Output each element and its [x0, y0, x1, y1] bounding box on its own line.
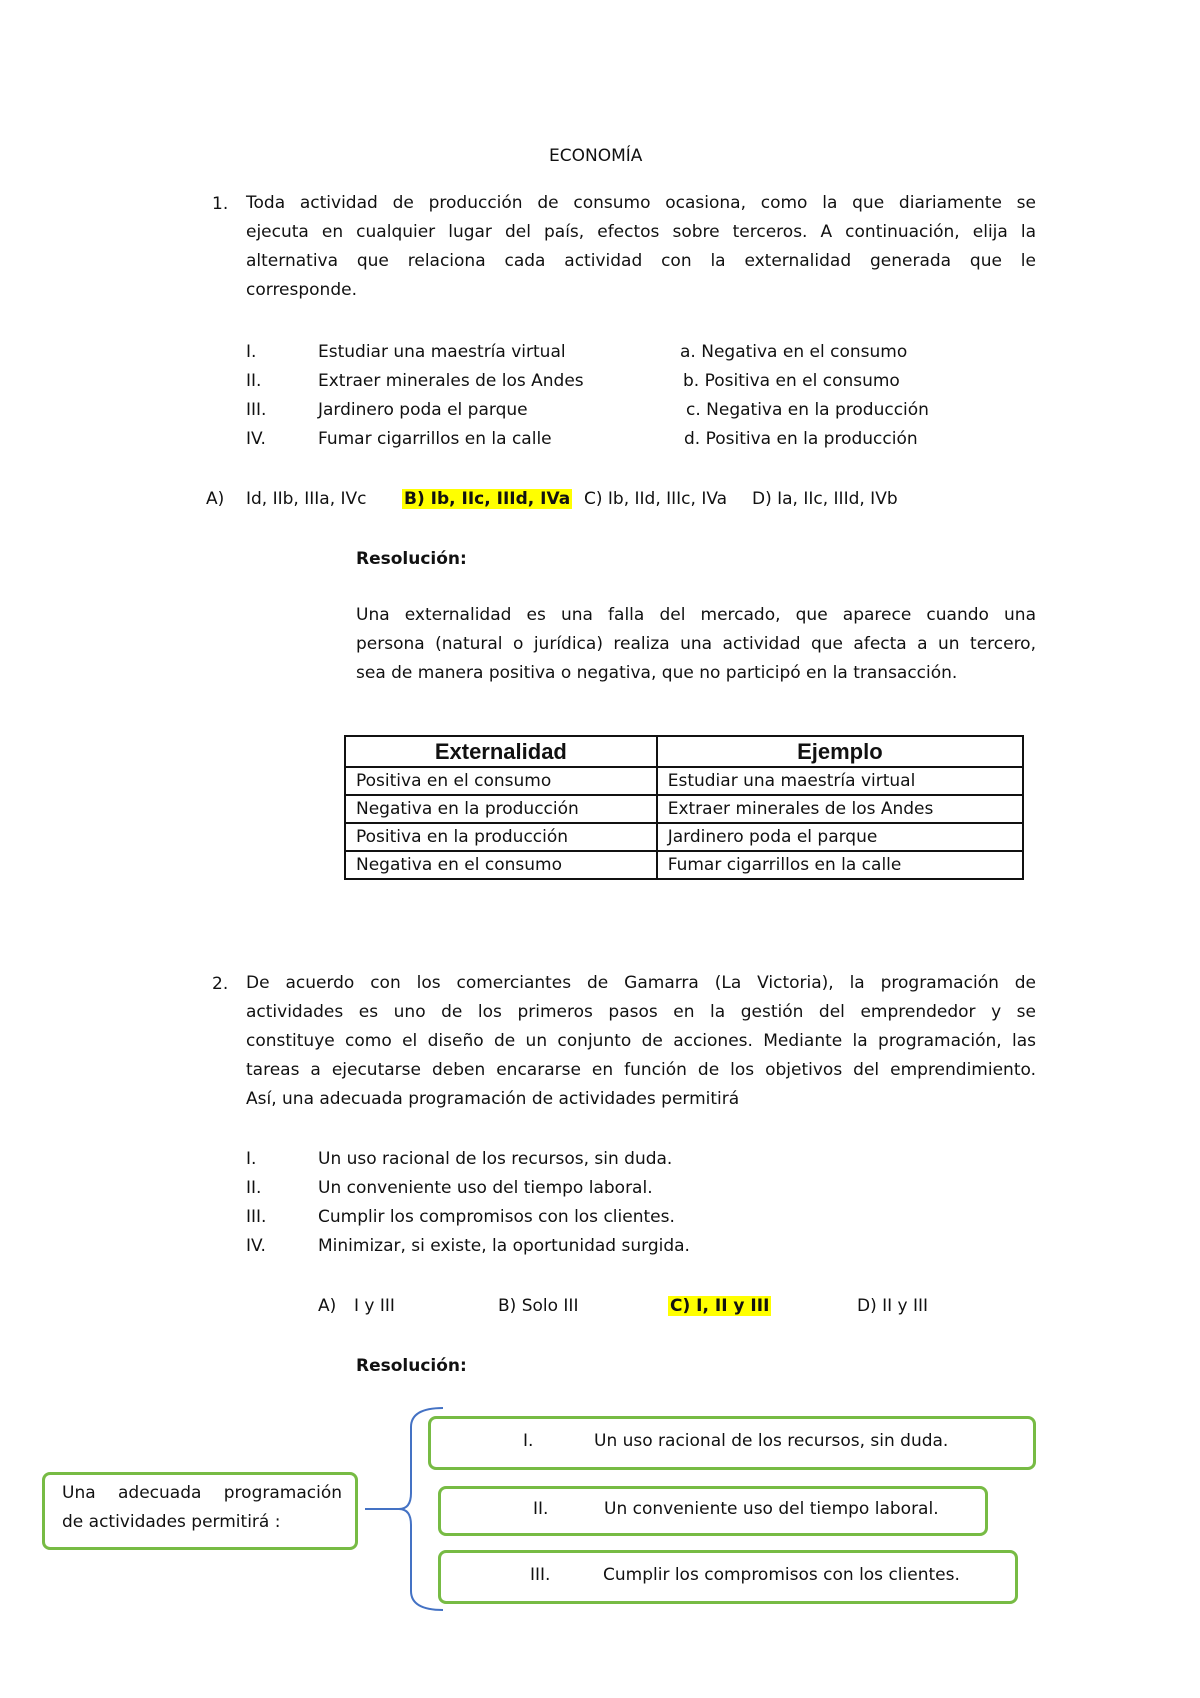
q1-option-a-label: A) — [206, 489, 225, 509]
q2-statement — [246, 969, 1036, 1114]
table-cell: Estudiar una maestría virtual — [657, 767, 1023, 795]
q1-option-b-correct: B) Ib, IIc, IIId, IVa — [404, 489, 571, 509]
q2-line: tareas a ejecutarse deben encararse en función de los objetivos del emprendimiento. — [246, 1060, 1036, 1080]
q1-item-activity: Fumar cigarrillos en la calle — [318, 429, 552, 449]
diagram-left-line: de actividades permitirá : — [62, 1512, 281, 1532]
diagram-box-text: Cumplir los compromisos con los clientes. — [603, 1565, 960, 1585]
table-header-externalidad: Externalidad — [345, 736, 657, 767]
diagram-box-text: Un conveniente uso del tiempo laboral. — [604, 1499, 939, 1519]
q2-item-text: Cumplir los compromisos con los clientes. — [318, 1207, 675, 1227]
q1-option-d: D) Ia, IIc, IIId, IVb — [752, 489, 898, 509]
table-cell: Negativa en la producción — [345, 795, 657, 823]
q2-item-roman: III. — [246, 1207, 267, 1227]
table-cell: Fumar cigarrillos en la calle — [657, 851, 1023, 879]
q2-line: Así, una adecuada programación de actividades permitirá — [246, 1089, 740, 1109]
q1-item-letter: c. Negativa en la producción — [686, 400, 929, 420]
q1-resolution-line: sea de manera positiva o negativa, que no participó en la transacción. — [356, 663, 958, 683]
q1-option-a: Id, IIb, IIIa, IVc — [246, 489, 367, 509]
q1-resolution-text — [356, 601, 1036, 688]
q2-line: actividades es uno de los primeros pasos en la gestión del emprendedor y se — [246, 1002, 1036, 1022]
q1-item-letter: d. Positiva en la producción — [684, 429, 918, 449]
q1-item-activity: Jardinero poda el parque — [318, 400, 528, 420]
q1-item-roman: I. — [246, 342, 257, 362]
externality-table — [344, 735, 1024, 880]
q2-item-roman: I. — [246, 1149, 257, 1169]
page-title: ECONOMÍA — [549, 146, 643, 166]
q2-number: 2. — [212, 974, 229, 994]
diagram-left-line: Una adecuada programación — [62, 1483, 342, 1503]
table-row — [345, 851, 1023, 879]
q1-item-letter: b. Positiva en el consumo — [683, 371, 900, 391]
q1-resolution-label: Resolución: — [356, 549, 467, 569]
q2-item-text: Un uso racional de los recursos, sin duda. — [318, 1149, 673, 1169]
q1-item-roman: IV. — [246, 429, 266, 449]
q1-item-letter: a. Negativa en el consumo — [680, 342, 908, 362]
table-row — [345, 823, 1023, 851]
table-cell: Positiva en la producción — [345, 823, 657, 851]
q1-resolution-line: persona (natural o jurídica) realiza una actividad que afecta a un tercero, — [356, 634, 1036, 654]
diagram-box-roman: III. — [530, 1565, 551, 1585]
table-header-ejemplo: Ejemplo — [657, 736, 1023, 767]
q2-option-d: D) II y III — [857, 1296, 929, 1316]
table-cell: Negativa en el consumo — [345, 851, 657, 879]
q2-option-a-label: A) — [318, 1296, 337, 1316]
table-cell: Jardinero poda el parque — [657, 823, 1023, 851]
table-cell: Extraer minerales de los Andes — [657, 795, 1023, 823]
q1-item-roman: II. — [246, 371, 262, 391]
table-row — [345, 795, 1023, 823]
q1-item-roman: III. — [246, 400, 267, 420]
diagram-box-roman: I. — [523, 1431, 534, 1451]
q1-item-activity: Extraer minerales de los Andes — [318, 371, 584, 391]
q1-statement — [246, 189, 1036, 305]
q1-item-activity: Estudiar una maestría virtual — [318, 342, 566, 362]
q1-option-c: C) Ib, IId, IIIc, IVa — [584, 489, 728, 509]
q1-resolution-line: Una externalidad es una falla del mercado, que aparece cuando una — [356, 605, 1036, 625]
table-row — [345, 767, 1023, 795]
diagram-box-2 — [438, 1486, 988, 1536]
q2-option-c-correct: C) I, II y III — [670, 1296, 770, 1316]
q2-line: constituye como el diseño de un conjunto de acciones. Mediante la programación, las — [246, 1031, 1036, 1051]
q1-line: ejecuta en cualquier lugar del país, efectos sobre terceros. A continuación, elija la — [246, 222, 1036, 242]
q2-option-b: B) Solo III — [498, 1296, 579, 1316]
diagram-box-roman: II. — [533, 1499, 549, 1519]
q2-line: De acuerdo con los comerciantes de Gamarra (La Victoria), la programación de — [246, 973, 1036, 993]
q2-item-roman: II. — [246, 1178, 262, 1198]
q1-number: 1. — [212, 194, 229, 214]
q1-line: alternativa que relaciona cada actividad con la externalidad generada que le — [246, 251, 1036, 271]
q2-item-roman: IV. — [246, 1236, 266, 1256]
q2-resolution-label: Resolución: — [356, 1356, 467, 1376]
q2-item-text: Minimizar, si existe, la oportunidad surgida. — [318, 1236, 690, 1256]
q2-item-text: Un conveniente uso del tiempo laboral. — [318, 1178, 653, 1198]
diagram-box-3 — [438, 1550, 1018, 1604]
diagram-left-box — [42, 1472, 358, 1550]
q2-option-a: I y III — [354, 1296, 395, 1316]
diagram-box-text: Un uso racional de los recursos, sin duda. — [594, 1431, 949, 1451]
q1-line: Toda actividad de producción de consumo ocasiona, como la que diariamente se — [246, 193, 1036, 213]
q1-line: corresponde. — [246, 280, 357, 300]
table-cell: Positiva en el consumo — [345, 767, 657, 795]
diagram-box-1 — [428, 1416, 1036, 1470]
